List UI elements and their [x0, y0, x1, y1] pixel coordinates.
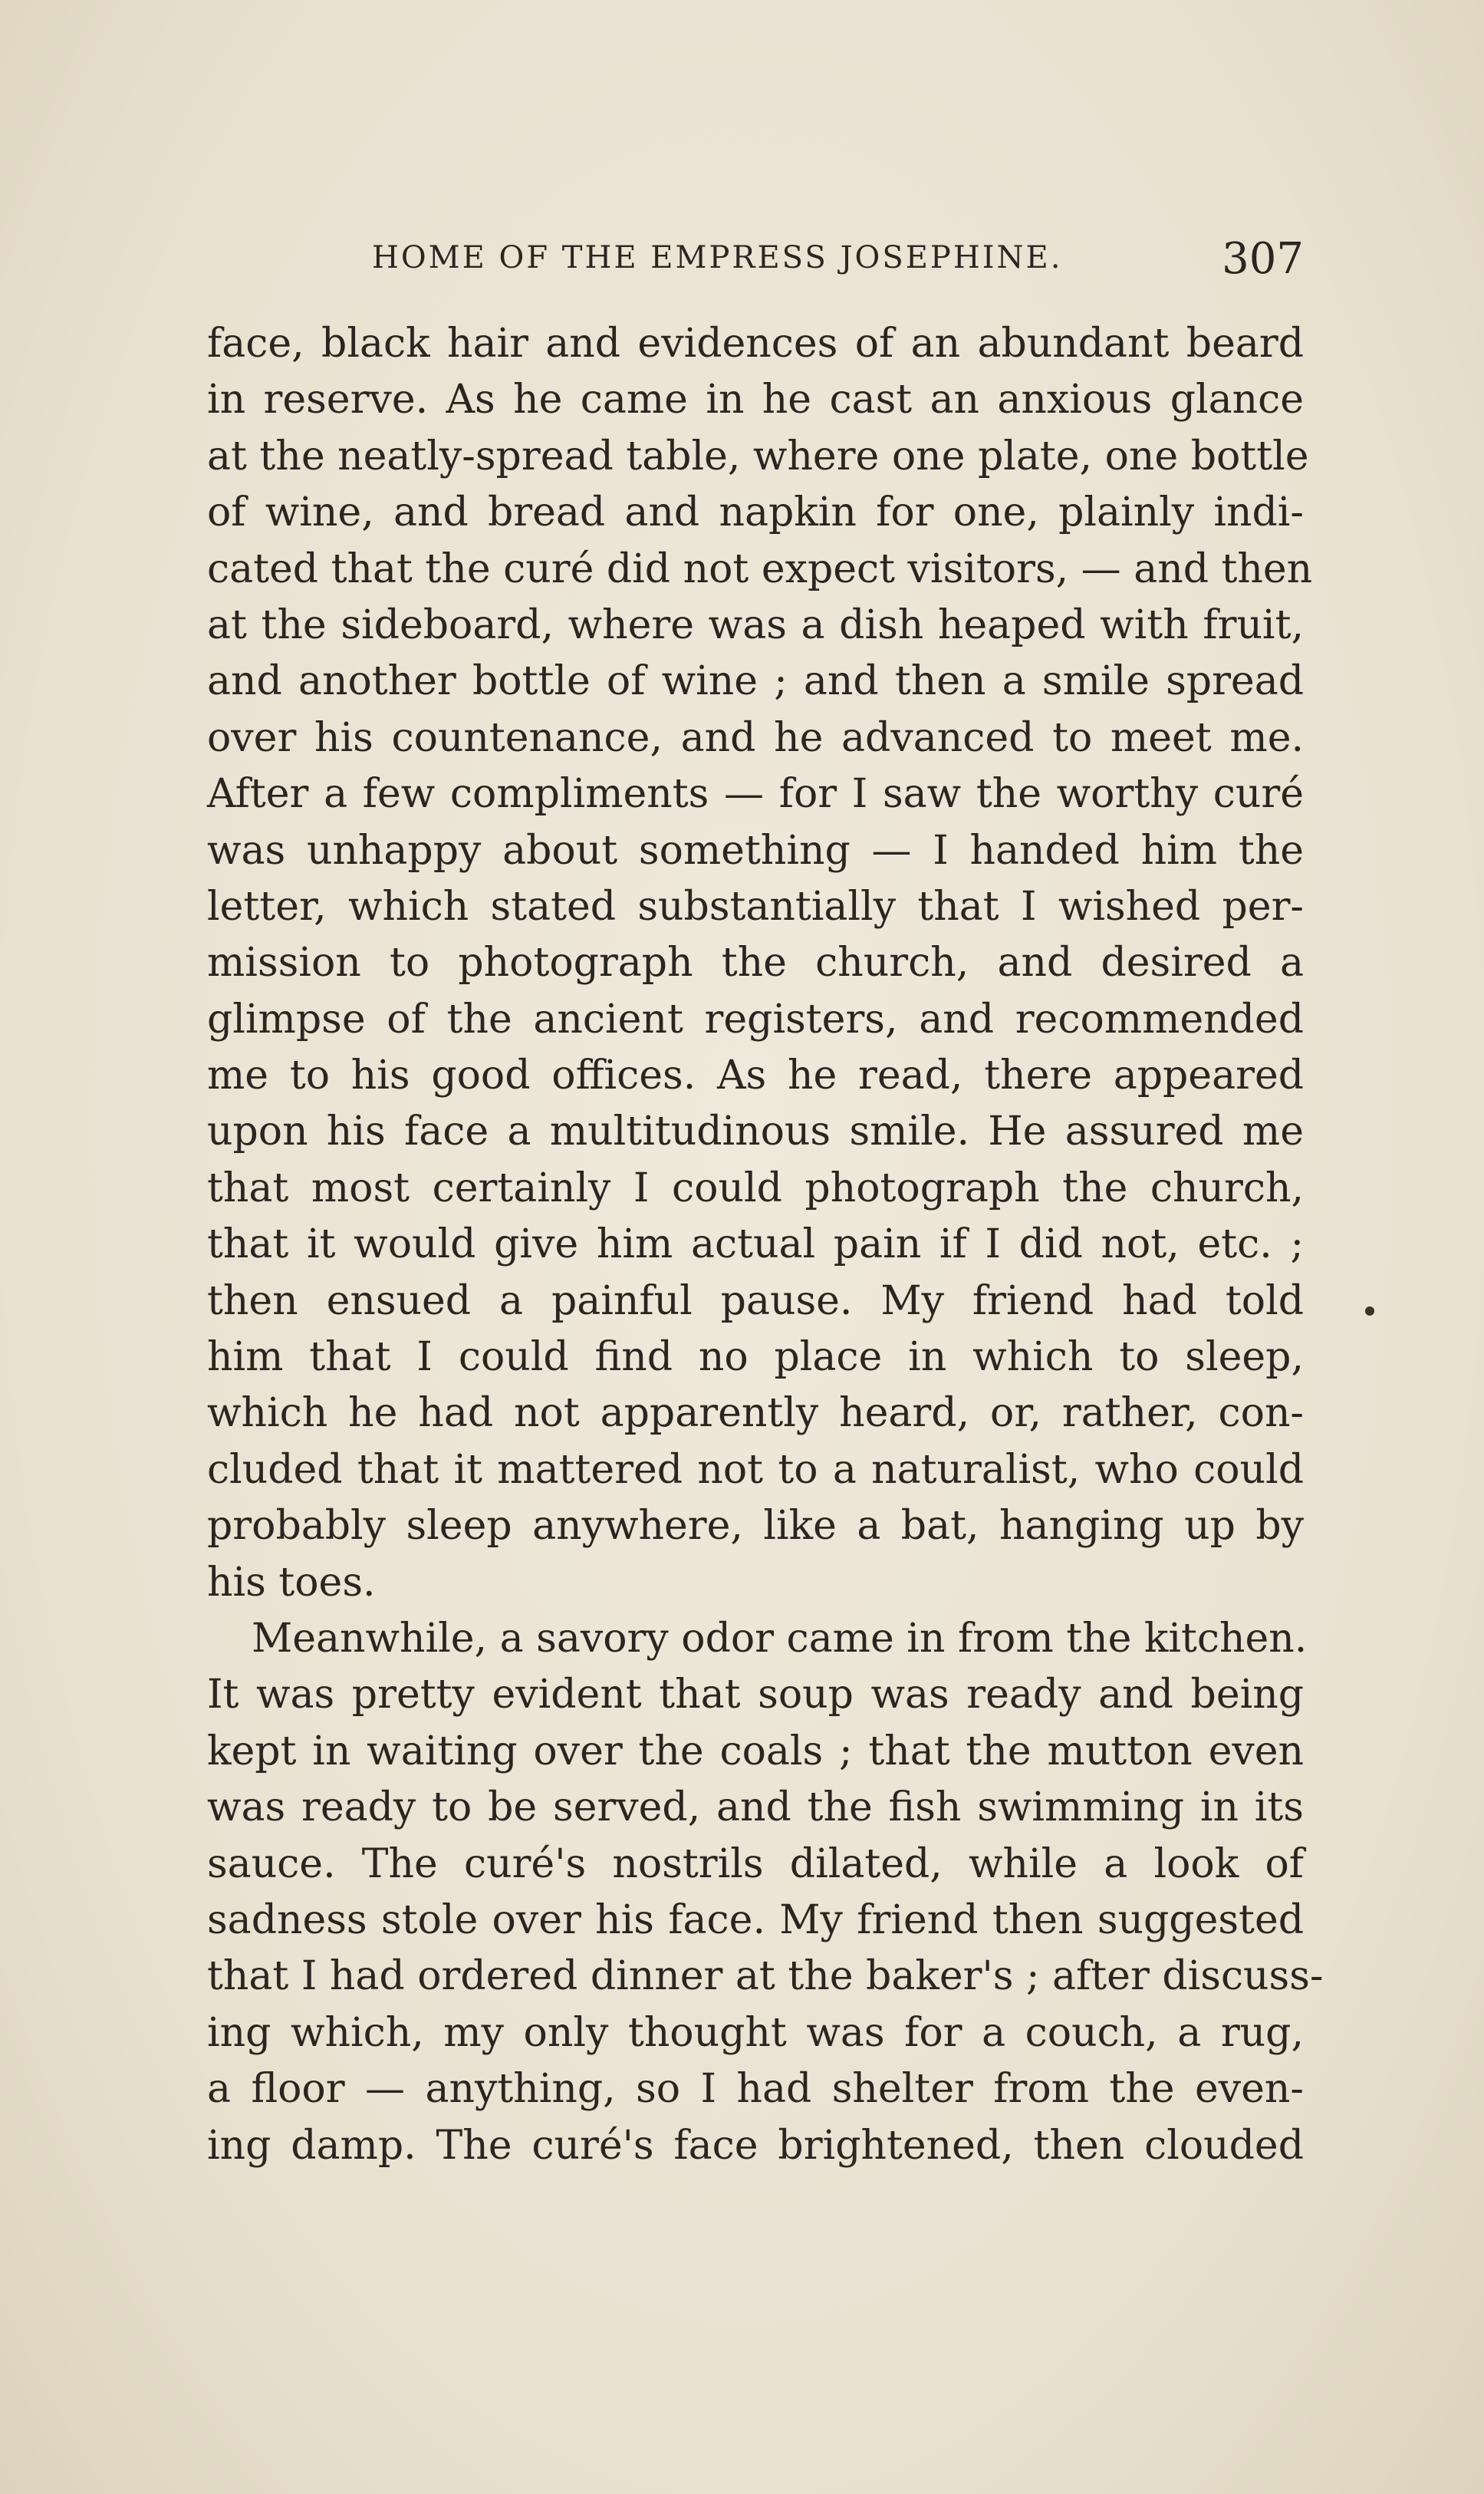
text-line: letter, which stated substantially that I wished per-	[207, 883, 1304, 930]
margin-speck	[1365, 1306, 1374, 1316]
text-line: cated that the curé did not expect visitors, — and then	[207, 545, 1313, 592]
text-line: face, black hair and evidences of an abundant beard	[207, 321, 1304, 367]
text-line: of wine, and bread and napkin for one, plainly indi-	[207, 489, 1304, 536]
text-line: a floor — anything, so I had shelter from the even-	[207, 2066, 1304, 2113]
text-line: that most certainly I could photograph the church,	[207, 1165, 1304, 1211]
text-line: ing damp. The curé's face brightened, then clouded	[207, 2122, 1304, 2169]
text-line: probably sleep anywhere, like a bat, hanging up by	[207, 1503, 1304, 1550]
text-line: which he had not apparently heard, or, rather, con-	[207, 1390, 1304, 1437]
text-line: and another bottle of wine ; and then a smile spread	[207, 658, 1304, 705]
text-line: mission to photograph the church, and desired a	[207, 940, 1304, 987]
text-line: over his countenance, and he advanced to meet me.	[207, 714, 1304, 761]
text-line: upon his face a multitudinous smile. He assured me	[207, 1109, 1304, 1155]
body-text	[207, 316, 1324, 2174]
text-line: in reserve. As he came in he cast an anxious glance	[207, 377, 1304, 423]
running-title: HOME OF THE EMPRESS JOSEPHINE.	[372, 240, 1063, 275]
page-number: 307	[1222, 234, 1304, 284]
text-line: was ready to be served, and the fish swimming in its	[207, 1784, 1304, 1831]
text-line: It was pretty evident that soup was ready and being	[207, 1672, 1304, 1718]
text-line: that I had ordered dinner at the baker's ; after discuss-	[207, 1953, 1324, 2000]
text-line: glimpse of the ancient registers, and recommended	[207, 996, 1304, 1043]
text-line: sadness stole over his face. My friend then suggested	[207, 1896, 1304, 1943]
text-line: kept in waiting over the coals ; that the mutton even	[207, 1728, 1304, 1774]
page-header	[207, 234, 1304, 284]
text-line: that it would give him actual pain if I did not, etc. ;	[207, 1221, 1304, 1268]
text-line: at the neatly-spread table, where one plate, one bottle	[207, 433, 1309, 479]
text-line: ing which, my only thought was for a couch, a rug,	[207, 2009, 1304, 2056]
text-line: cluded that it mattered not to a naturalist, who could	[207, 1446, 1304, 1493]
text-line: After a few compliments — for I saw the worthy curé	[207, 771, 1304, 818]
text-line: at the sideboard, where was a dish heaped with fruit,	[207, 601, 1304, 648]
text-line: sauce. The curé's nostrils dilated, while a look of	[207, 1840, 1304, 1887]
paragraph-end-line: his toes.	[207, 1559, 376, 1606]
text-line: him that I could find no place in which to sleep,	[207, 1334, 1304, 1381]
paragraph-start-line: Meanwhile, a savory odor came in from the kitchen.	[252, 1615, 1308, 1662]
text-line: me to his good offices. As he read, there appeared	[207, 1053, 1304, 1099]
text-line: then ensued a painful pause. My friend had told	[207, 1277, 1304, 1324]
text-line: was unhappy about something — I handed him the	[207, 827, 1304, 874]
